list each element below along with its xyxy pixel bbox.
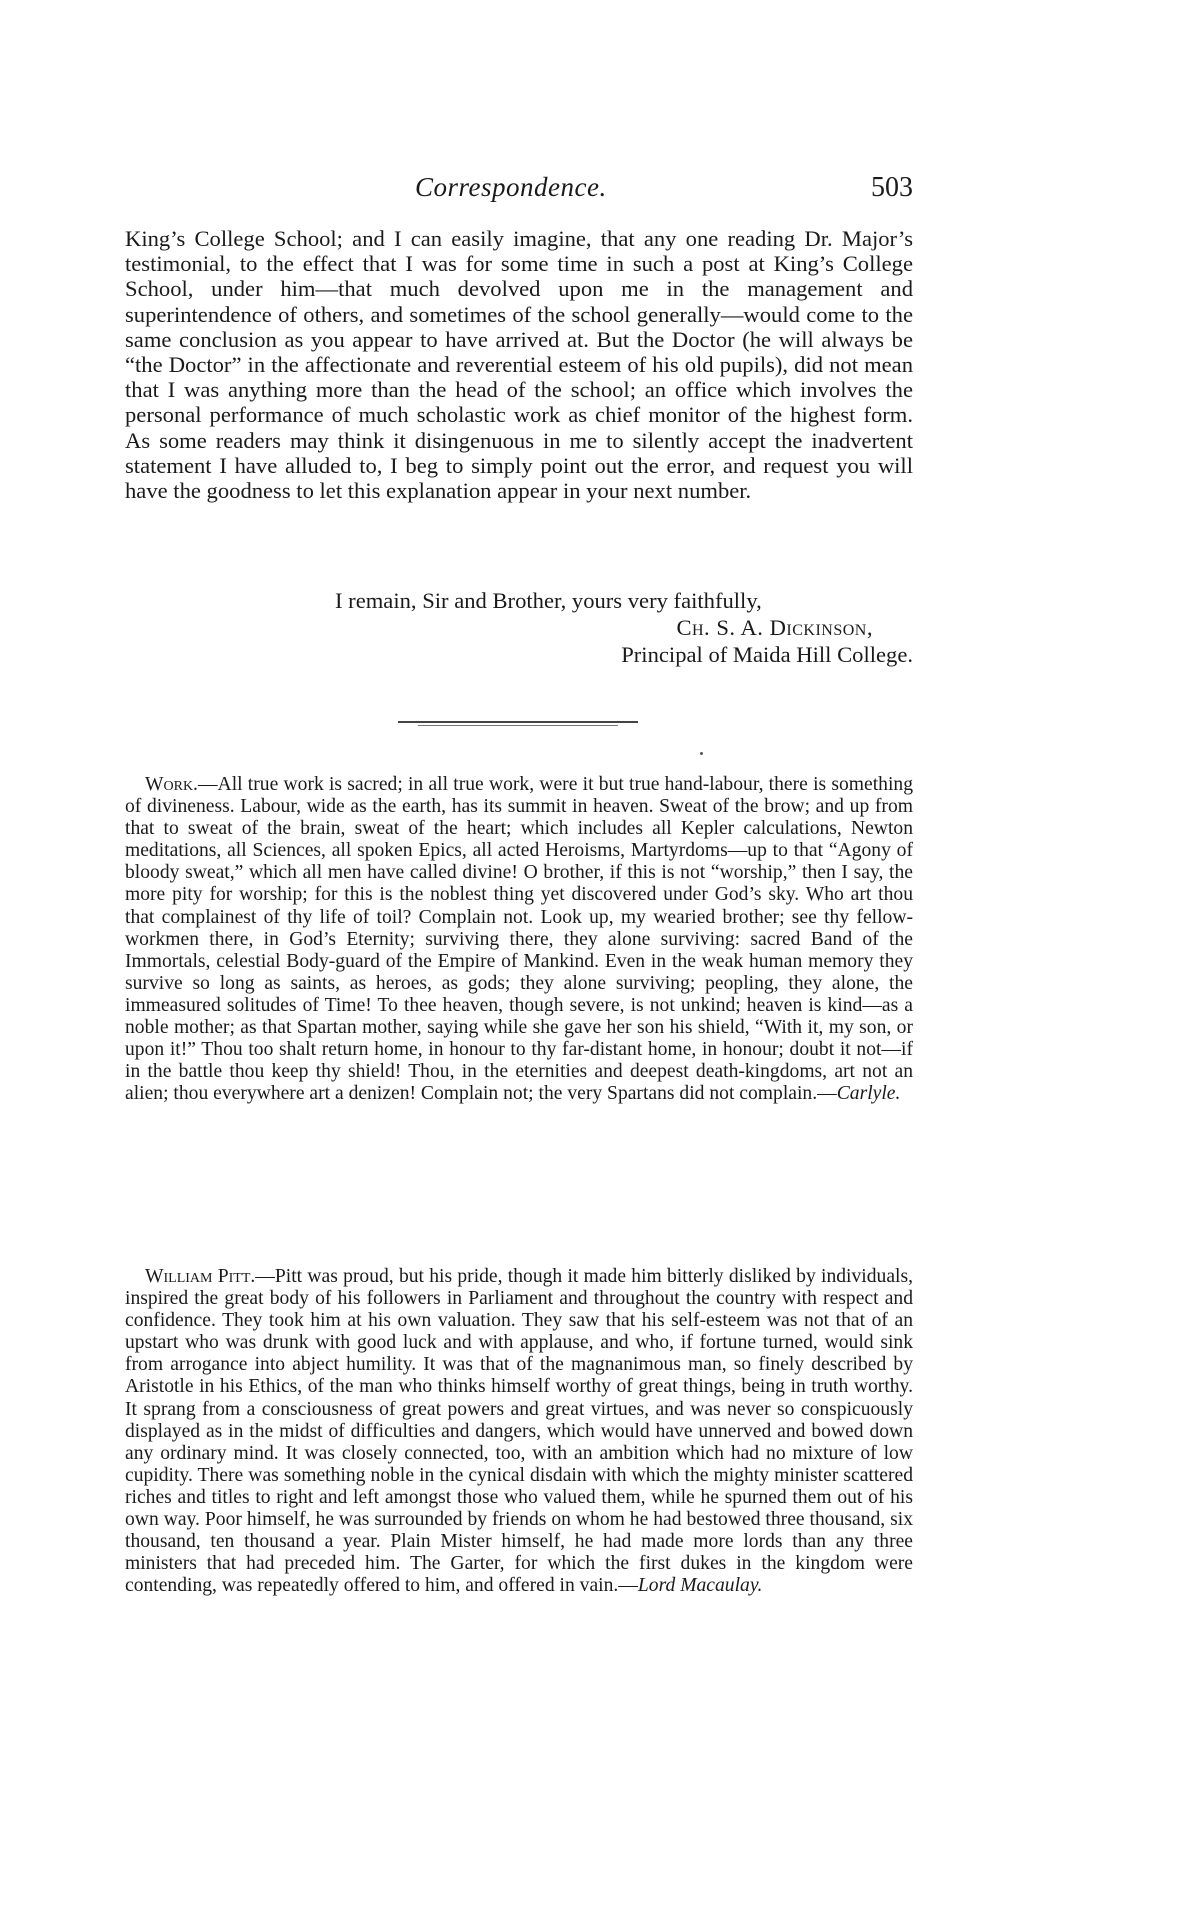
letter-body [125, 226, 913, 503]
signature-name: Ch. S. A. Dickinson, [676, 615, 873, 640]
extract-lead: William Pitt. [145, 1266, 256, 1287]
letter-closing [125, 587, 913, 668]
page-header [125, 172, 913, 212]
extract-citation: Carlyle. [836, 1083, 901, 1105]
signature-title: Principal of Maida Hill College. [621, 642, 913, 667]
extract-citation: Lord Macaulay. [637, 1575, 763, 1597]
extract-william-pitt [125, 1266, 913, 1597]
page-number: 503 [871, 172, 913, 203]
running-head: Correspondence. [415, 172, 607, 202]
extract-paragraph [125, 1266, 913, 1597]
extract-paragraph [125, 774, 913, 1105]
divider-rule-thin [418, 725, 618, 726]
section-divider [398, 721, 638, 727]
printer-dot [700, 752, 703, 755]
letter-paragraph: King’s College School; and I can easily imagine, that any one reading Dr. Major’s testimonial, to the effect that I was for some time in such a post at King’s College School, under him—that much devolved upon me in the management and superintendence of others, and sometimes of the school generally—would come to the same conclusion as you appear to have arrived at. But the Doctor (he will always be “the Doctor” in the affectionate and reverential esteem of his old pupils), did not mean that I was anything more than the head of the school; an office which involves the personal performance of much scholastic work as chief monitor of the highest form. As some readers may think it disingenuous in me to silently accept the inadvertent statement I have alluded to, I beg to simply point out the error, and request you will have the goodness to let this explanation appear in your next number. [125, 226, 913, 504]
divider-rule [398, 721, 638, 723]
closing-line: I remain, Sir and Brother, yours very faithfully, [335, 588, 762, 613]
extract-text: —All true work is sacred; in all true work, were it but true hand-labour, there is something of divineness. Labour, wide as the earth, has its summit in heaven. Sweat of the brow; and up from that to sweat of the brain, sweat of the heart; which includes all Kepler calculations, Newton meditations, all Sciences, all spoken Epics, all acted Heroisms, Martyrdoms—up to that “Agony of bloody sweat,” which all men have called divine! O brother, if this is not “worship,” then I say, the more pity for worship; for this is the noblest thing yet discovered under God’s sky. Who art thou that complainest of thy life of toil? Complain not. Look up, my wearied brother; see thy fellow-workmen there, in God’s Eternity; surviving there, they alone surviving: sacred Band of the Immortals, celestial Body-guard of the Empire of Mankind. Even in the weak human memory they survive so long as saints, as heroes, as gods; they alone surviving; peopling, they alone, the immeasured solitudes of Time! To thee heaven, though severe, is not unkind; heaven is kind—as a noble mother; as that Spartan mother, saying while she gave her son his shield, “With it, my son, or upon it!” Thou too shalt return home, in honour to thy far-distant home, in honour; doubt it not—if in the battle thou keep thy shield! Thou, in the eternities and deepest death-kingdoms, art not an alien; thou everywhere art a denizen! Complain not; the very Spartans did not complain.— [125, 774, 913, 1105]
extract-text: —Pitt was proud, but his pride, though it made him bitterly disliked by individuals, inspired the great body of his followers in Parliament and throughout the country with respect and confidence. They took him at his own valuation. They saw that his self-esteem was not that of an upstart who was drunk with good luck and with applause, and who, if fortune turned, would sink from arrogance into abject humility. It was that of the magnanimous man, so finely described by Aristotle in his Ethics, of the man who thinks himself worthy of great things, being in truth worthy. It sprang from a consciousness of great powers and great virtues, and was never so conspicuously displayed as in the midst of difficulties and dangers, which would have unnerved and bowed down any ordinary mind. It was closely connected, too, with an ambition which had no mixture of low cupidity. There was something noble in the cynical disdain with which the mighty minister scattered riches and titles to right and left amongst those who valued them, while he spurned them out of his own way. Poor himself, he was surrounded by friends on whom he had bestowed three thousand, six thousand, ten thousand a year. Plain Mister himself, he had made more lords than any three ministers that had preceded him. The Garter, for which the first dukes in the kingdom were contending, was repeatedly offered to him, and offered in vain.— [125, 1266, 913, 1597]
extract-work [125, 774, 913, 1105]
extract-lead: Work. [145, 774, 198, 795]
